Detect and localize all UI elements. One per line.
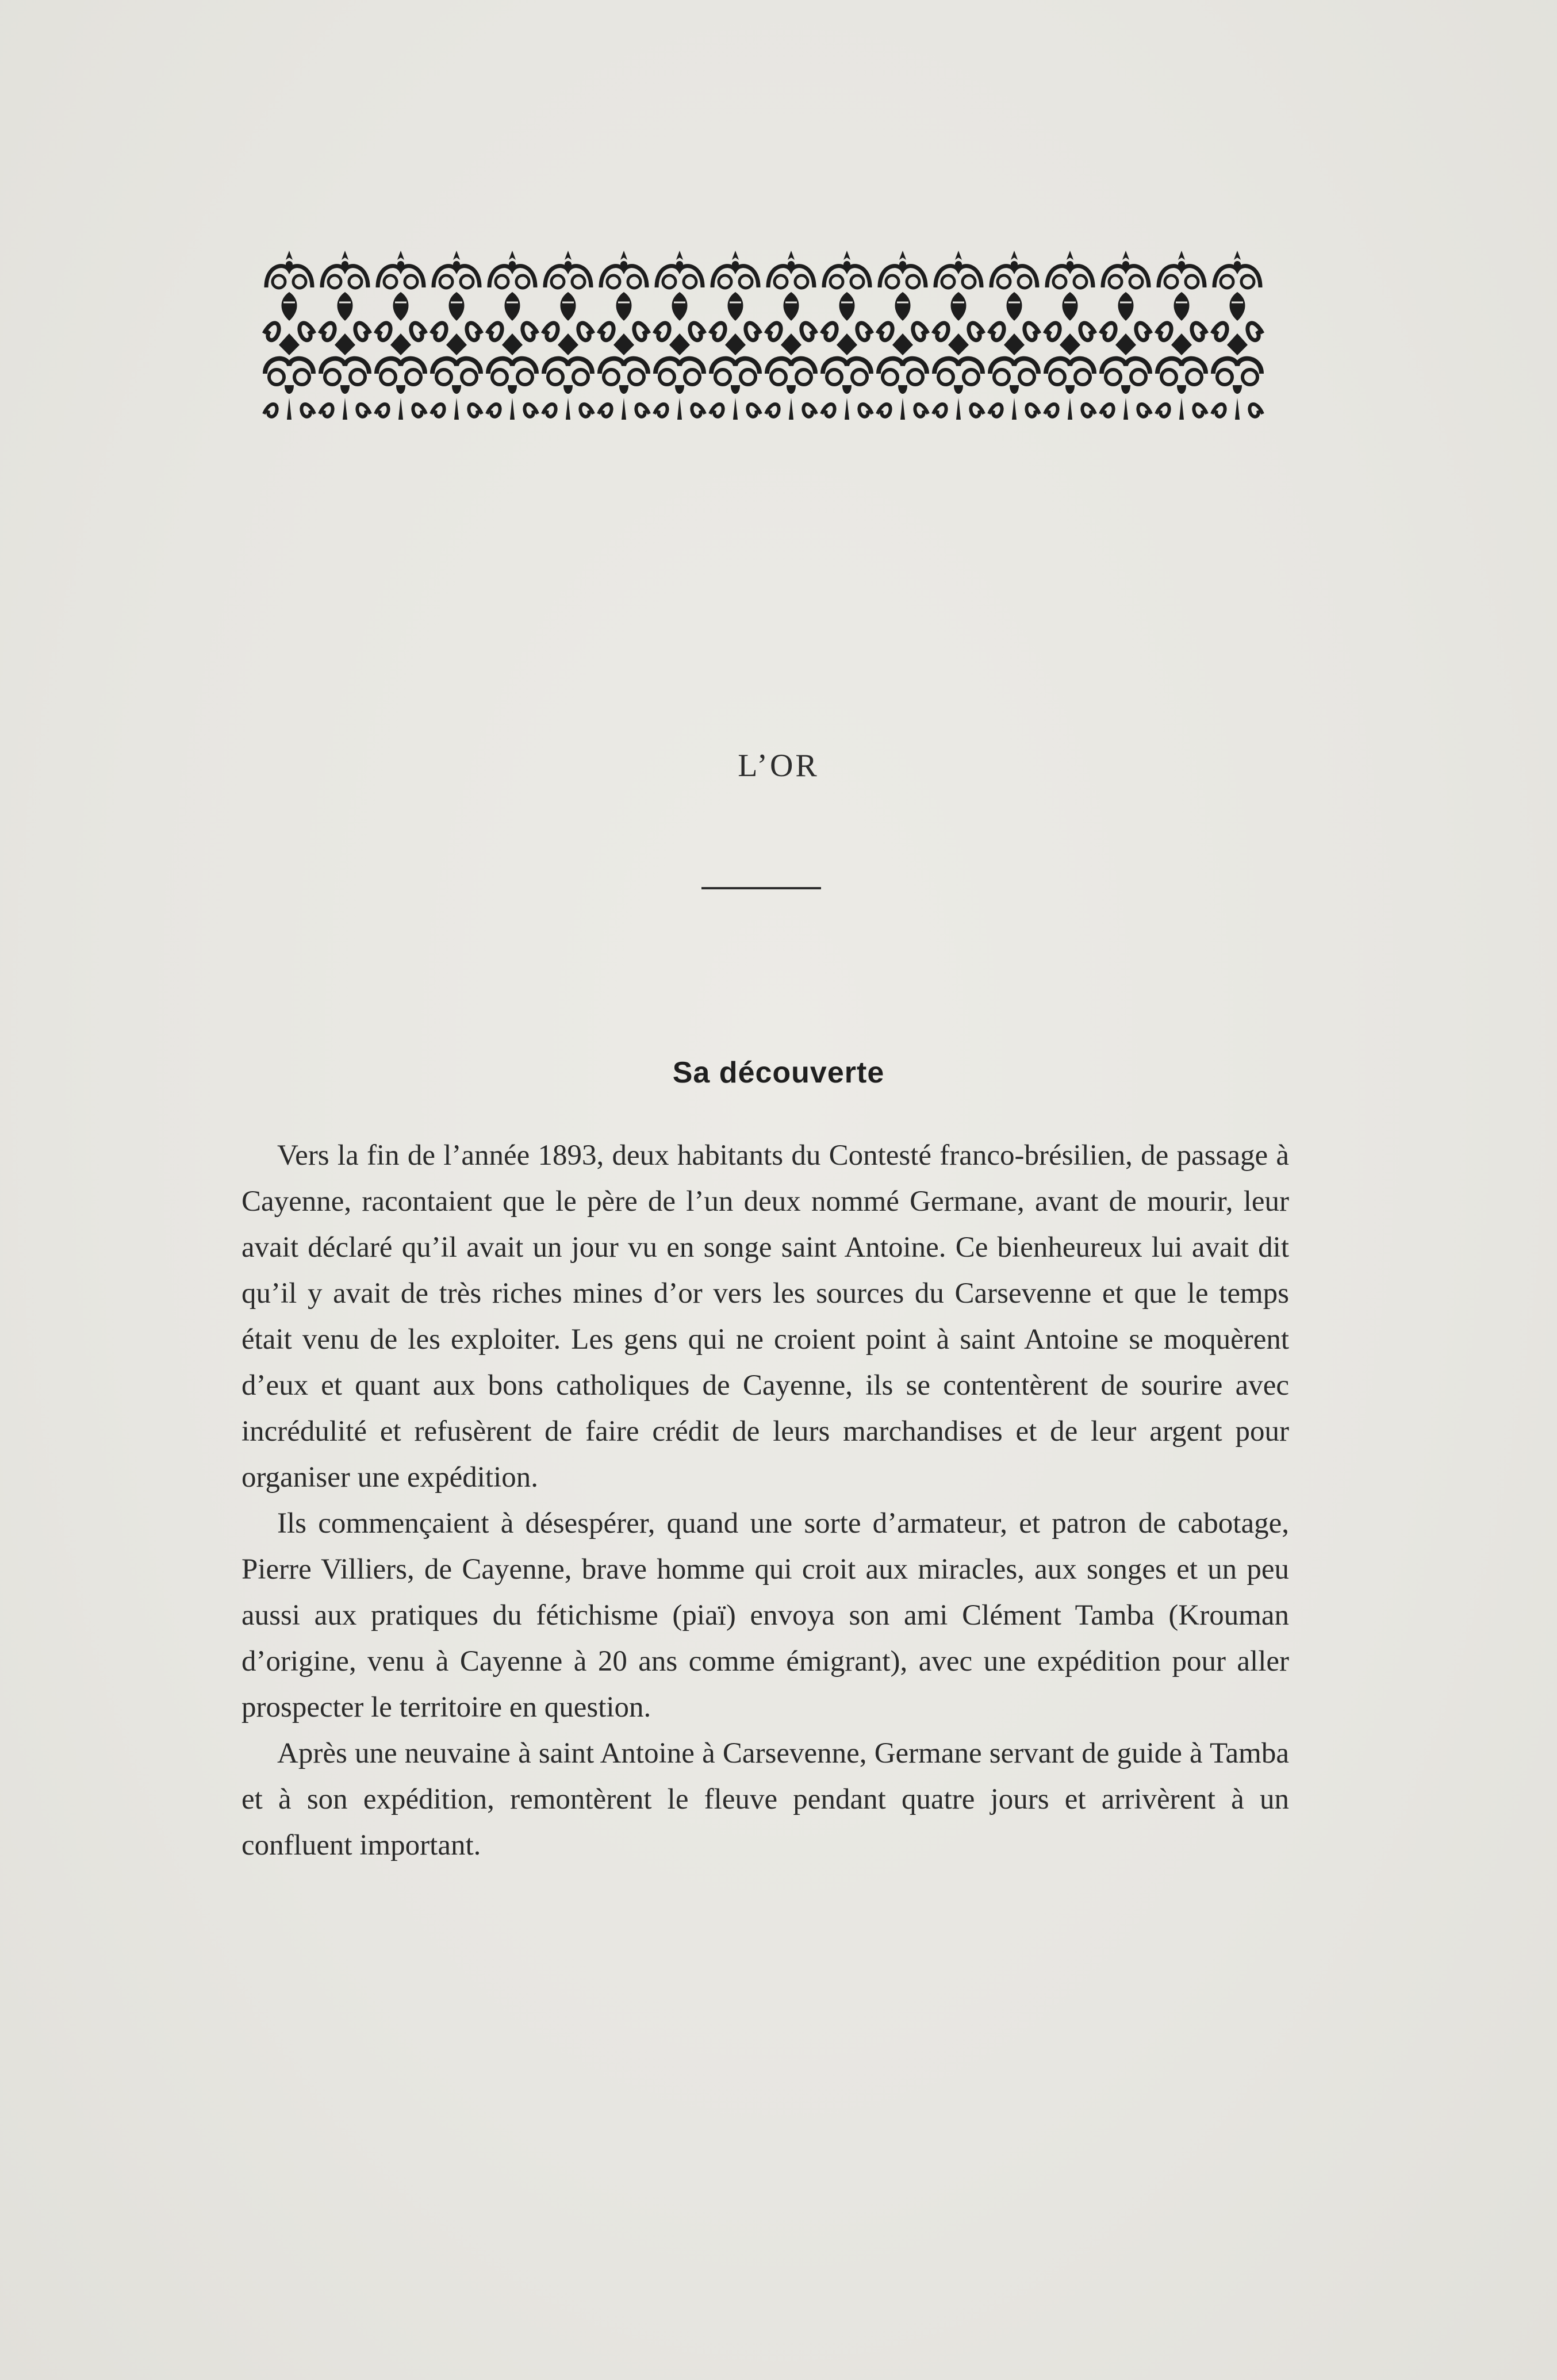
ornamental-headpiece [262, 247, 1271, 425]
section-heading: Sa découverte [672, 1056, 885, 1089]
paragraph-3: Après une neuvaine à saint Antoine à Carsevenne, Germane servant de guide à Tamba et à son expédition, remontèrent le fleuve pendant quatre jours et arrivèrent à un confluent important. [241, 1737, 1289, 1861]
paragraph-2: Ils commençaient à désespérer, quand une sorte d’armateur, et patron de cabotage, Pierre Villiers, de Cayenne, brave homme qui croit aux miracles, aux songes et un peu aussi aux pratiques du fétichisme (piaï) envoya son ami Clément Tamba (Krouman d’origine, venu à Cayenne à 20 ans comme émigrant), avec une expédition pour aller prospecter le territoire en question. [241, 1507, 1289, 1723]
paragraph-1: Vers la fin de l’année 1893, deux habitants du Contesté franco-brésilien, de passage à Cayenne, racontaient que le père de l’un deux nommé Germane, avant de mourir, leur avait déclaré qu’il avait un jour vu en songe saint Antoine. Ce bienheureux lui avait dit qu’il y avait de très riches mines d’or vers les sources du Carsevenne et que le temps était venu de les exploiter. Les gens qui ne croient point à saint Antoine se moquèrent d’eux et quant aux bons catholiques de Cayenne, ils se contentèrent de sourire avec incrédulité et refusèrent de faire crédit de leurs marchandises et de leur argent pour organiser une expédition. [241, 1139, 1289, 1494]
body-text [241, 1133, 1289, 1868]
title-rule [701, 887, 821, 889]
chapter-title: L’OR [738, 748, 819, 784]
